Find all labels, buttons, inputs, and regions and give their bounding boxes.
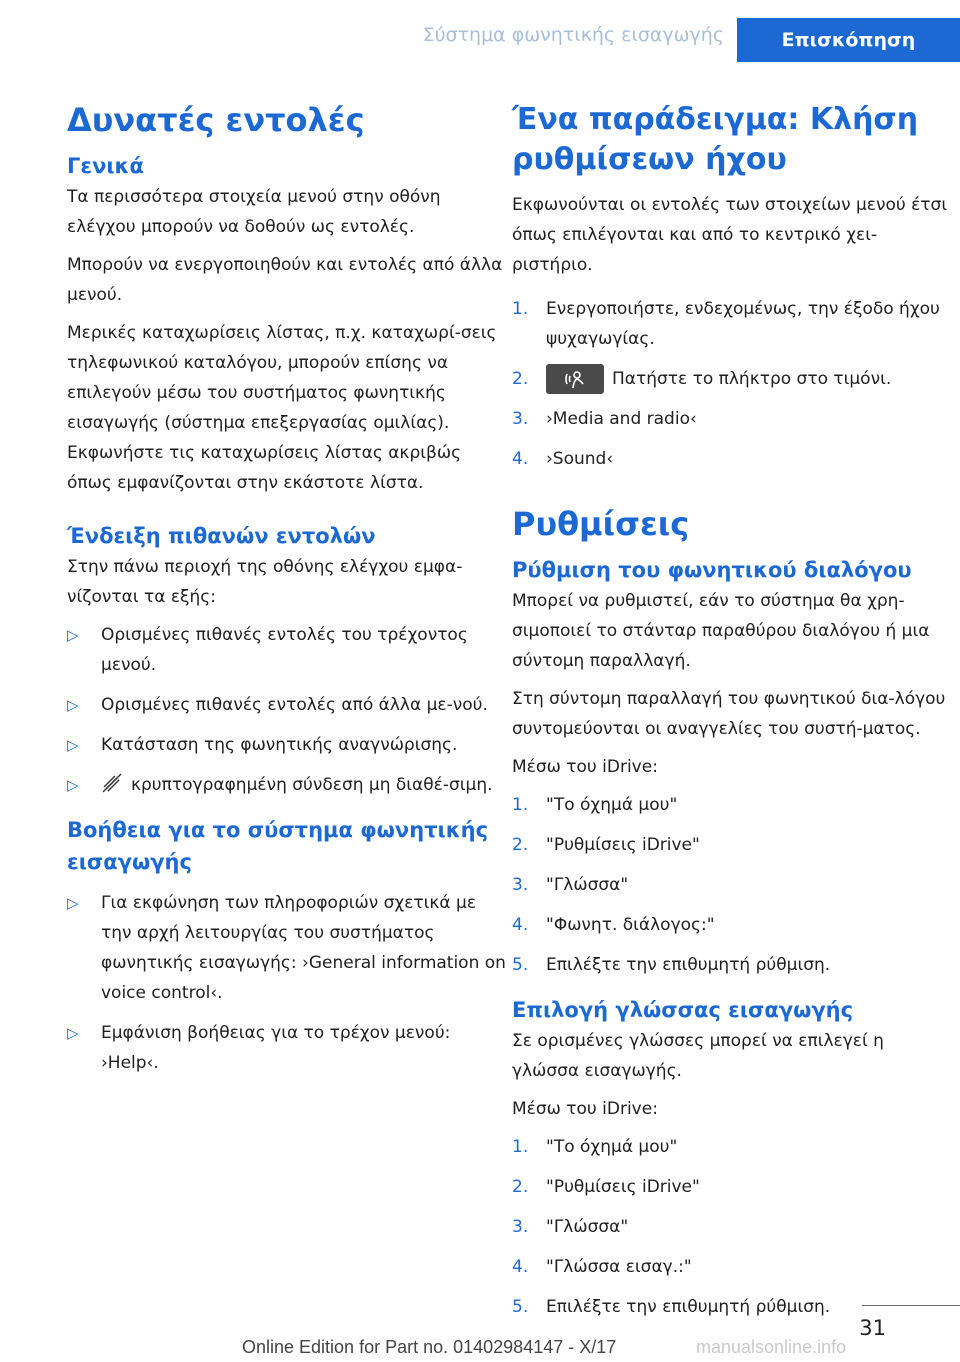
step-number: 4. <box>512 915 529 935</box>
list-item <box>512 830 952 860</box>
list-item <box>512 1172 952 1202</box>
step-number: 1. <box>512 299 529 319</box>
step-text: "Φωνητ. διάλογος:" <box>546 915 715 935</box>
general-paragraph-2: Μπορούν να ενεργοποιηθούν και εντολές από άλλα μενού. <box>67 255 503 305</box>
step-number: 3. <box>512 409 529 429</box>
step-number: 3. <box>512 1217 529 1237</box>
right-column <box>512 100 952 1334</box>
step-number: 1. <box>512 1137 529 1157</box>
step-text: Επιλέξτε την επιθυμητή ρύθμιση. <box>546 1297 831 1317</box>
list-item-text: Για εκφώνηση των πληροφοριών σχετικά με την αρχή λειτουργίας του συστήματος φωνητικής εισαγωγής: ›General information on voice control‹. <box>101 893 506 1003</box>
step-number: 3. <box>512 875 529 895</box>
possible-commands-heading: Ένδειξη πιθανών εντολών <box>67 524 376 548</box>
language-heading: Επιλογή γλώσσας εισαγωγής <box>512 998 854 1022</box>
step-text: "Το όχημά μου" <box>546 1137 678 1157</box>
list-item <box>67 620 507 680</box>
list-item <box>512 910 952 940</box>
step-number: 5. <box>512 1297 529 1317</box>
step-number: 2. <box>512 835 529 855</box>
settings-title: Ρυθμίσεις <box>512 505 690 543</box>
step-text: Επιλέξτε την επιθυμητή ρύθμιση. <box>546 955 831 975</box>
list-item <box>512 294 952 354</box>
dialog-heading: Ρύθμιση του φωνητικού διαλόγου <box>512 558 912 582</box>
list-item-text: Ορισμένες πιθανές εντολές από άλλα με‐νού. <box>101 695 488 715</box>
step-text: ›Sound‹ <box>546 449 614 469</box>
list-item <box>512 1252 952 1282</box>
list-item <box>512 870 952 900</box>
example-title: Ένα παράδειγμα: Κλήση ρυθμίσεων ήχου <box>512 102 919 177</box>
dialog-paragraph-1: Μπορεί να ρυθμιστεί, εάν το σύστημα θα χρη‐σιμοποιεί το στάνταρ παραθύρου διαλόγου ή μια σύντομη παραλλαγή. <box>512 591 930 671</box>
step-number: 4. <box>512 449 529 469</box>
step-number: 5. <box>512 955 529 975</box>
list-item <box>512 1212 952 1242</box>
list-item <box>67 770 507 800</box>
list-item-text: κρυπτογραφημένη σύνδεση μη διαθέ‐σιμη. <box>131 775 493 795</box>
bullet-triangle-icon: ▷ <box>67 626 79 644</box>
step-number: 1. <box>512 795 529 815</box>
step-text: ›Media and radio‹ <box>546 409 697 429</box>
list-item <box>67 1018 507 1078</box>
general-paragraph-3: Μερικές καταχωρίσεις λίστας, π.χ. καταχωρί‐σεις τηλεφωνικού καταλόγου, μπορούν επίσης να επιλεγούν μέσω του συστήματος φωνητικής εισαγωγής (σύστημα επεξεργασίας ομιλίας). Εκφωνήστε τις καταχωρίσεις λίστας ακριβώς όπως εμφανίζονται στην εκάστοτε λίστα. <box>67 323 497 493</box>
list-item <box>512 790 952 820</box>
help-heading: Βοήθεια για το σύστημα φωνητικής εισαγωγής <box>67 818 489 874</box>
step-text: "Γλώσσα" <box>546 1217 629 1237</box>
list-item <box>512 404 952 434</box>
list-item-text: Κατάσταση της φωνητικής αναγνώρισης. <box>101 735 458 755</box>
possible-commands-intro: Στην πάνω περιοχή της οθόνης ελέγχου εμφα‐νίζονται τα εξής: <box>67 557 463 607</box>
language-via: Μέσω του iDrive: <box>512 1099 658 1119</box>
step-text: "Ρυθμίσεις iDrive" <box>546 835 700 855</box>
help-list <box>67 888 507 1078</box>
general-paragraph-1: Τα περισσότερα στοιχεία μενού στην οθόνη ελέγχου μπορούν να δοθούν ως εντολές. <box>67 187 441 237</box>
voice-button-icon <box>546 364 604 394</box>
dialog-paragraph-2: Στη σύντομη παραλλαγή του φωνητικού δια‐λόγου συντομεύονται οι αναγγελίες του συστή‐ματος. <box>512 689 946 739</box>
step-text: Ενεργοποιήστε, ενδεχομένως, την έξοδο ήχου ψυχαγωγίας. <box>546 299 940 349</box>
list-item <box>67 690 507 720</box>
bullet-triangle-icon: ▷ <box>67 1024 79 1042</box>
list-item <box>512 444 952 474</box>
step-number: 2. <box>512 1177 529 1197</box>
step-number: 4. <box>512 1257 529 1277</box>
list-item-text: Εμφάνιση βοήθειας για το τρέχον μενού: ›Help‹. <box>101 1023 451 1073</box>
list-item <box>67 888 507 1008</box>
possible-commands-list <box>67 620 507 800</box>
list-item <box>512 1292 952 1322</box>
general-heading: Γενικά <box>67 154 144 178</box>
list-item <box>512 364 952 394</box>
list-item-text: Ορισμένες πιθανές εντολές του τρέχοντος μενού. <box>101 625 468 675</box>
step-number: 2. <box>512 369 529 389</box>
language-paragraph-1: Σε ορισμένες γλώσσες μπορεί να επιλεγεί η γλώσσα εισαγωγής. <box>512 1031 884 1081</box>
footer-divider <box>862 1305 960 1306</box>
bullet-triangle-icon: ▷ <box>67 776 79 794</box>
encrypted-connection-unavailable-icon <box>101 773 123 793</box>
section-title: Σύστημα φωνητικής εισαγωγής <box>422 24 724 46</box>
step-text: "Γλώσσα" <box>546 875 629 895</box>
list-item <box>512 1132 952 1162</box>
step-text: "Το όχημά μου" <box>546 795 678 815</box>
tab-overview[interactable]: Επισκόπηση <box>737 18 960 62</box>
bullet-triangle-icon: ▷ <box>67 736 79 754</box>
watermark: manualsonline.info <box>696 1337 847 1357</box>
example-steps <box>512 294 952 474</box>
step-text: Πατήστε το πλήκτρο στο τιμόνι. <box>612 369 892 389</box>
left-column <box>67 100 507 1090</box>
page-header <box>0 0 960 62</box>
dialog-via: Μέσω του iDrive: <box>512 757 658 777</box>
bullet-triangle-icon: ▷ <box>67 894 79 912</box>
page-number: 31 <box>859 1316 886 1340</box>
list-item <box>67 730 507 760</box>
language-steps <box>512 1132 952 1322</box>
step-text: "Ρυθμίσεις iDrive" <box>546 1177 700 1197</box>
possible-commands-title: Δυνατές εντολές <box>67 101 365 139</box>
example-intro: Εκφωνούνται οι εντολές των στοιχείων μενού έτσι όπως επιλέγονται και από το κεντρικό χει‐ριστήριο. <box>512 195 948 275</box>
step-text: "Γλώσσα εισαγ.:" <box>546 1257 692 1277</box>
bullet-triangle-icon: ▷ <box>67 696 79 714</box>
dialog-steps <box>512 790 952 980</box>
footer-edition: Online Edition for Part no. 01402984147 - X/17 <box>242 1337 617 1357</box>
list-item <box>512 950 952 980</box>
